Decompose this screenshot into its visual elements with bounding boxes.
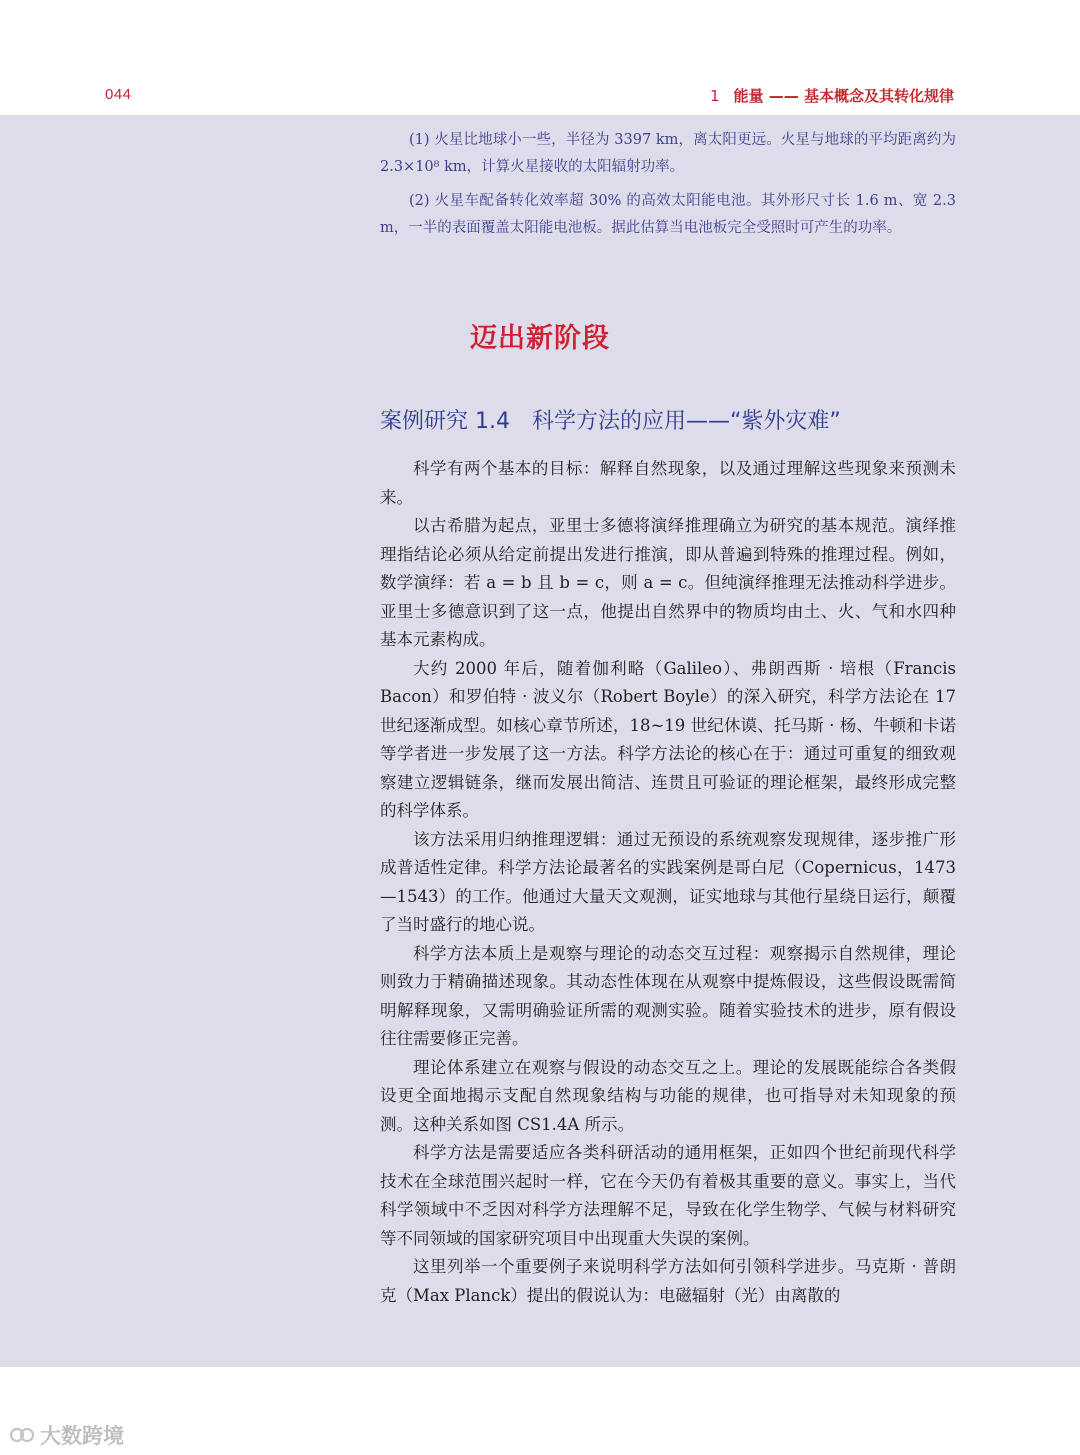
paragraph: 这里列举一个重要例子来说明科学方法如何引领科学进步。马克斯 · 普朗克（Max Planck）提出的假说认为：电磁辐射（光）由离散的 (380, 1257, 956, 1305)
paragraph: 科学有两个基本的目标：解释自然现象，以及通过理解这些现象来预测未来。 (380, 459, 956, 507)
paragraph: 以古希腊为起点，亚里士多德将演绎推理确立为研究的基本规范。演绎推理指结论必须从给定前提出发进行推演，即从普遍到特殊的推理过程。例如，数学演绎：若 a = b 且 b = c，则 a = c。但纯演绎推理无法推动科学进步。亚里士多德意识到了这一点，他提出自然界中的物质均由土、火、气和水四种基本元素构成。 (380, 516, 956, 649)
exercise-block (380, 127, 956, 249)
exercise-item-2: (2) 火星车配备转化效率超 30% 的高效太阳能电池。其外形尺寸长 1.6 m、宽 2.3 m，一半的表面覆盖太阳能电池板。据此估算当电池板完全受照时可产生的功率。 (380, 193, 956, 236)
page-footer (0, 1367, 1080, 1455)
article-body (380, 455, 956, 1310)
paragraph: 科学方法是需要适应各类科研活动的通用框架，正如四个世纪前现代科学技术在全球范围兴起时一样，它在今天仍有着极其重要的意义。事实上，当代科学领域中不乏因对科学方法理解不足，导致在化学生物学、气候与材料研究等不同领域的国家研究项目中出现重大失误的案例。 (380, 1143, 956, 1248)
paragraph: 该方法采用归纳推理逻辑：通过无预设的系统观察发现规律，逐步推广形成普适性定律。科学方法论最著名的实践案例是哥白尼（Copernicus，1473—1543）的工作。他通过大量天文观测，证实地球与其他行星绕日运行，颠覆了当时盛行的地心说。 (380, 829, 956, 934)
watermark-text: 大数跨境 (40, 1424, 124, 1448)
chapter-title: 能量 —— 基本概念及其转化规律 (733, 87, 954, 105)
chapter-number: 1 (710, 87, 720, 105)
case-study-title: 案例研究 1.4 科学方法的应用——“紫外灾难” (380, 409, 841, 434)
page-number: 044 (105, 86, 132, 103)
watermark (10, 1420, 124, 1450)
paragraph: 大约 2000 年后，随着伽利略（Galileo）、弗朗西斯 · 培根（Francis Bacon）和罗伯特 · 波义尔（Robert Boyle）的深入研究，科学方法论在 17 世纪逐渐成型。如核心章节所述，18~19 世纪休谟、托马斯 · 杨、牛顿和卡诺等学者进一步发展了这一方法。科学方法论的核心在于：通过可重复的细致观察建立逻辑链条，继而发展出简洁、连贯且可验证的理论框架，最终形成完整的科学体系。 (380, 658, 956, 820)
paragraph: 理论体系建立在观察与假设的动态交互之上。理论的发展既能综合各类假设更全面地揭示支配自然现象结构与功能的规律，也可指导对未知现象的预测。这种关系如图 CS1.4A 所示。 (380, 1057, 956, 1134)
paragraph: 科学方法本质上是观察与理论的动态交互过程：观察揭示自然规律，理论则致力于精确描述现象。其动态性体现在从观察中提炼假设，这些假设既需简明解释现象，又需明确验证所需的观测实验。随着实验技术的进步，原有假设往往需要修正完善。 (380, 943, 956, 1048)
running-head (710, 85, 954, 106)
exercise-item-1: (1) 火星比地球小一些，半径为 3397 km，离太阳更远。火星与地球的平均距离约为 2.3×10⁸ km，计算火星接收的太阳辐射功率。 (380, 132, 956, 175)
section-title: 迈出新阶段 (470, 323, 610, 354)
watermark-logo-icon (10, 1424, 36, 1446)
page-header (0, 0, 1080, 115)
